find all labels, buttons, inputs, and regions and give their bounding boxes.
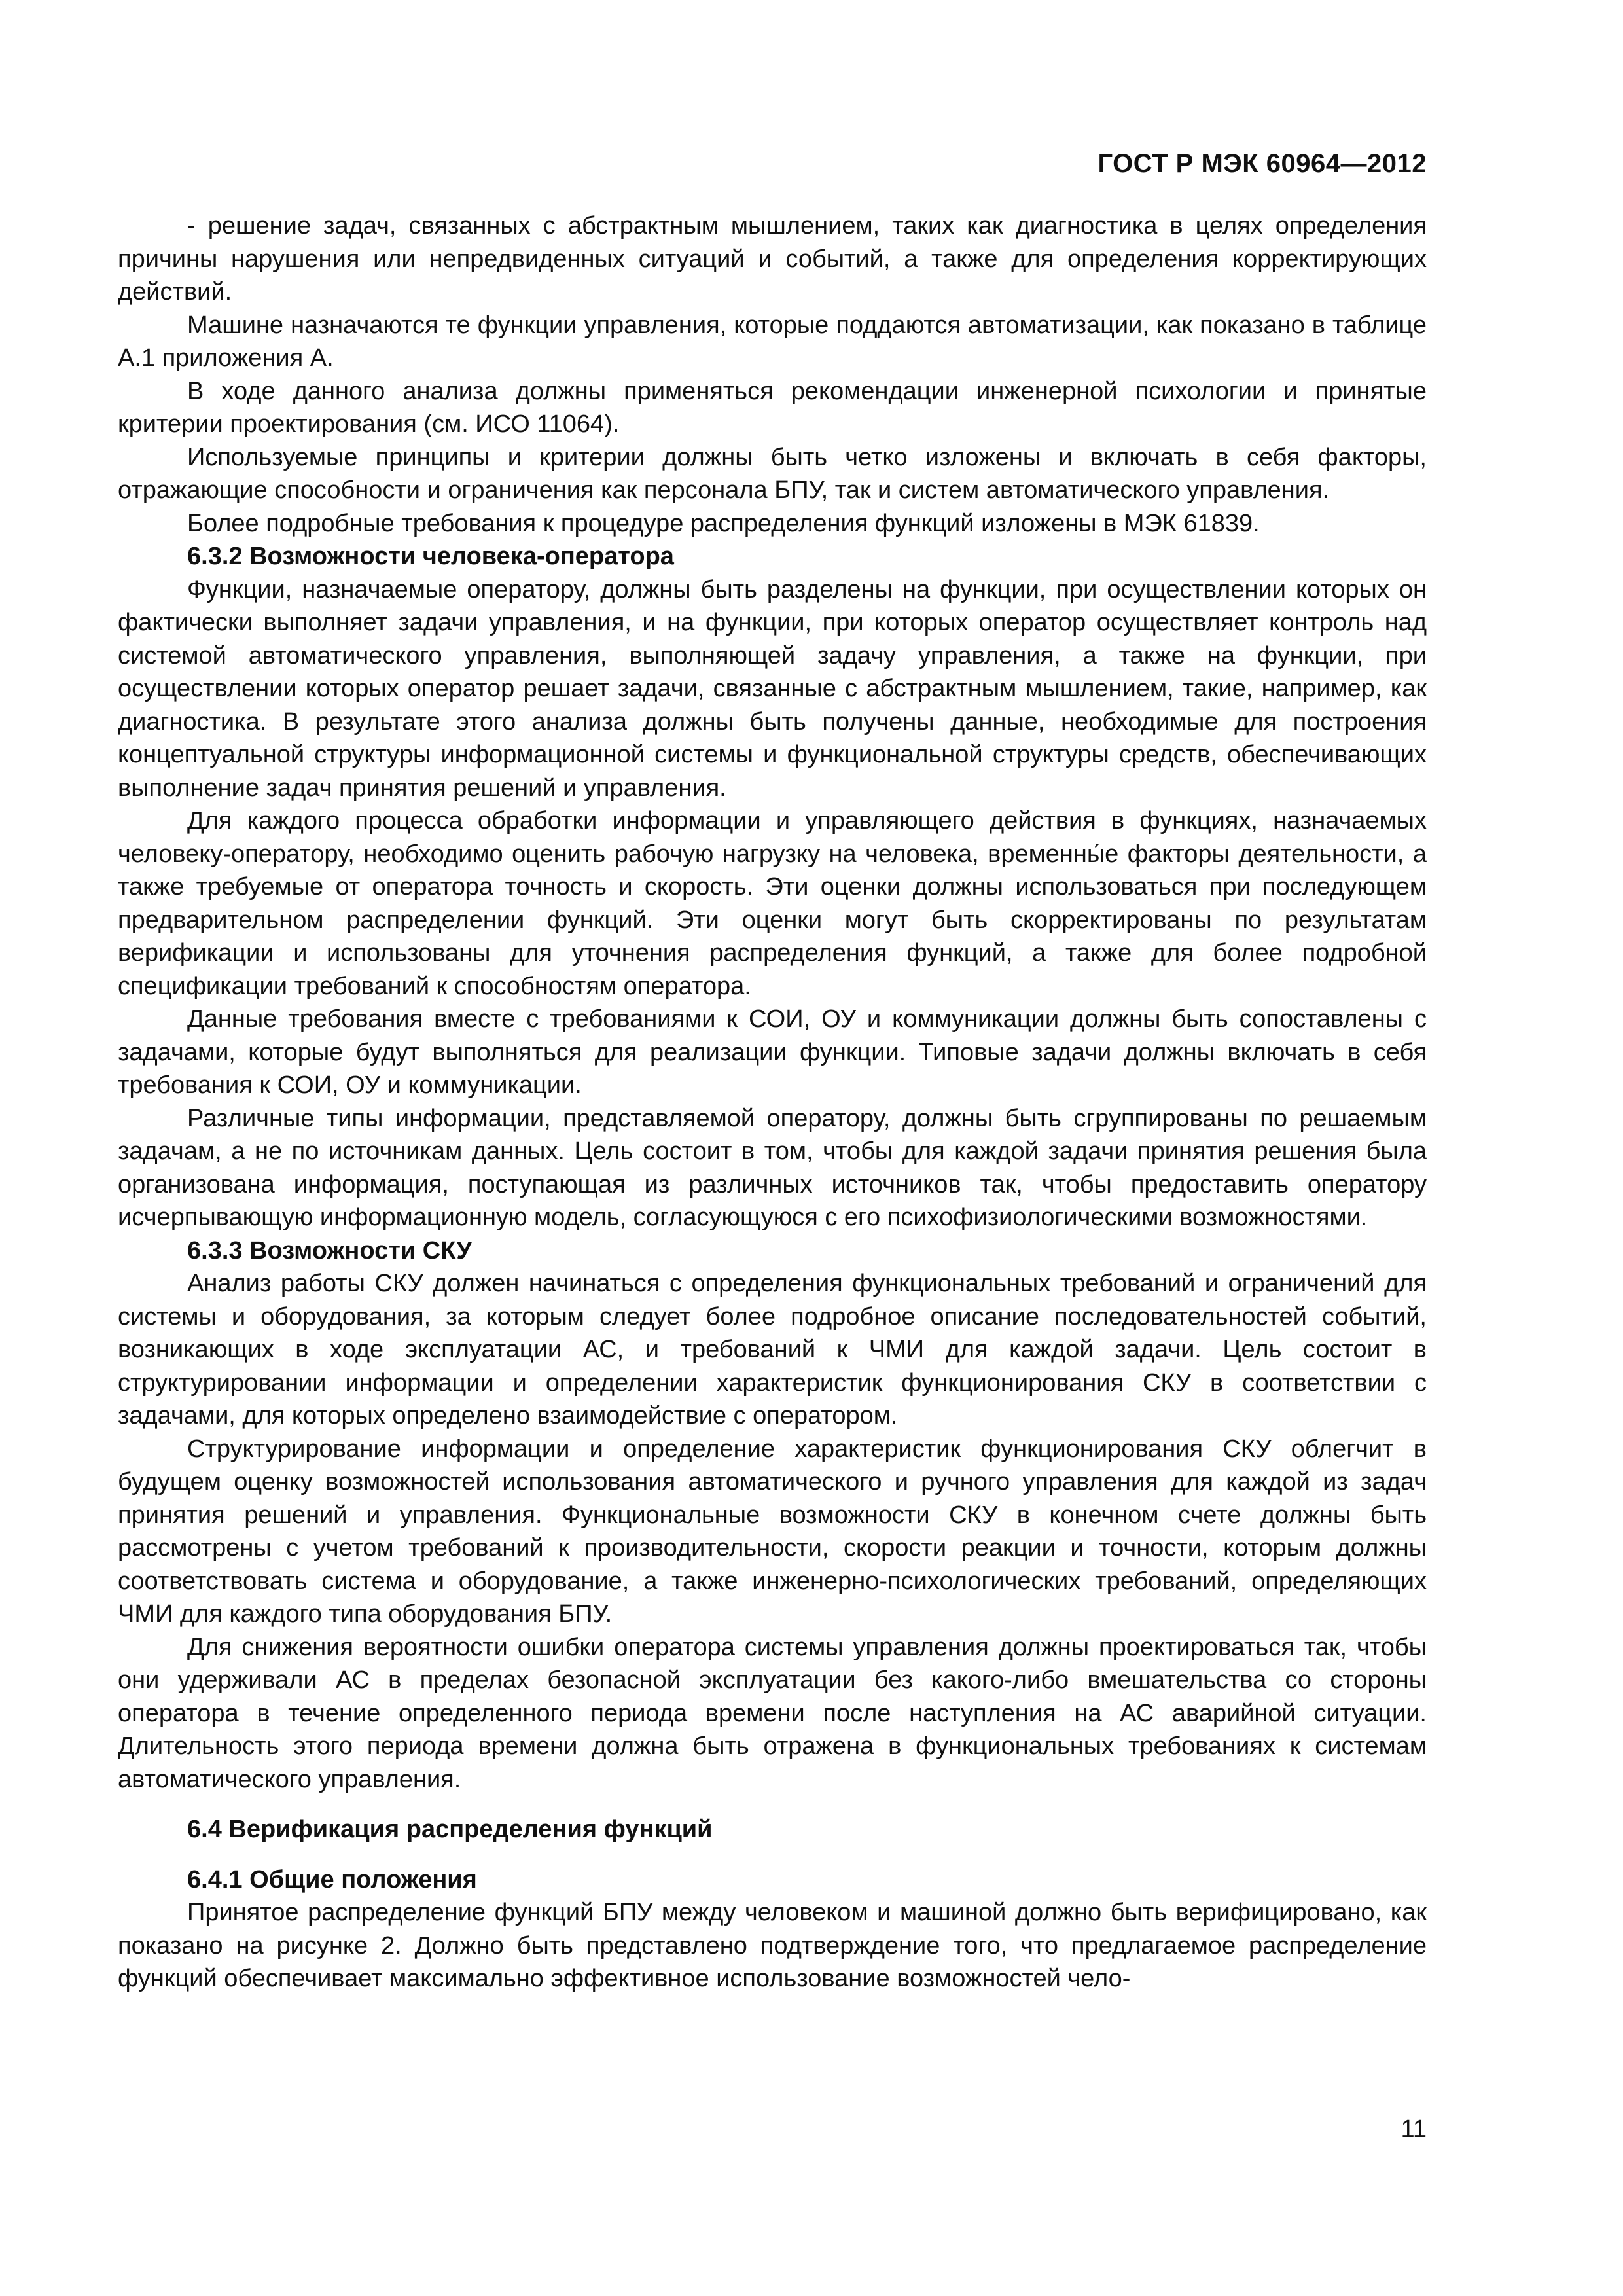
section-heading-6-3-2: 6.3.2 Возможности человека-оператора <box>187 543 674 570</box>
paragraph: Для каждого процесса обработки информации и управляющего действия в функциях, назначаемых человеку-оператору, необходимо оценить рабочую нагрузку на человека, временны́е факторы деятельности, а также требуемые от оператора точность и скорость. Эти оценки должны использоваться при последующем предварительном распределении функций. Эти оценки могут быть скорректированы по результатам верификации и использованы для уточнения распределения функций, а также для более подробной спецификации требований к способностям оператора. <box>118 807 1427 1000</box>
paragraph: Машине назначаются те функции управления, которые поддаются автоматизации, как показано в таблице А.1 приложения А. <box>118 311 1427 372</box>
paragraph: Используемые принципы и критерии должны быть четко изложены и включать в себя факторы, отражающие способности и ограничения как персонала БПУ, так и систем автоматического управления. <box>118 443 1427 504</box>
paragraph: Для снижения вероятности ошибки оператора системы управления должны проектироваться так, чтобы они удерживали АС в пределах безопасной эксплуатации без какого-либо вмешательства со стороны оператора в течение определенного периода времени после наступления на АС аварийной ситуации. Длительность этого периода времени должна быть отражена в функциональных требованиях к системам автоматического управления. <box>118 1633 1427 1793</box>
paragraph: Более подробные требования к процедуре распределения функций изложены в МЭК 61839. <box>187 509 1260 537</box>
paragraph: Функции, назначаемые оператору, должны быть разделены на функции, при осуществлении которых он фактически выполняет задачи управления, и на функции, при которых оператор осуществляет контроль над системой автоматического управления, выполняющей задачу управления, а также на функции, при осуществлении которых оператор решает задачи, связанные с абстрактным мышлением, такие, например, как диагностика. В результате этого анализа должны быть получены данные, необходимые для построения концептуальной структуры информационной системы и функциональной структуры средств, обеспечивающих выполнение задач принятия решений и управления. <box>118 575 1427 802</box>
section-heading-6-4: 6.4 Верификация распределения функций <box>187 1816 713 1843</box>
section-heading-6-4-1: 6.4.1 Общие положения <box>187 1865 477 1893</box>
paragraph: Принятое распределение функций БПУ между человеком и машиной должно быть верифицировано, как показано на рисунке 2. Должно быть представлено подтверждение того, что предлагаемое распределение функций обеспечивает максимально эффективное использование возможностей чело- <box>118 1899 1427 1992</box>
paragraph: Структурирование информации и определение характеристик функционирования СКУ облегчит в будущем оценку возможностей использования автоматического и ручного управления для каждой из задач принятия решений и управления. Функциональные возможности СКУ в конечном счете должны быть рассмотрены с учетом требований к производительности, скорости реакции и точности, которым должны соответствовать система и оборудование, а также инженерно-психологических требований, определяющих ЧМИ для каждого типа оборудования БПУ. <box>118 1435 1427 1628</box>
paragraph: Анализ работы СКУ должен начинаться с определения функциональных требований и ограничений для системы и оборудования, за которым следует более подробное описание последовательностей событий, возникающих в ходе эксплуатации АС, и требований к ЧМИ для каждой задачи. Цель состоит в структурировании информации и определении характеристик функционирования СКУ в соответствии с задачами, для которых определено взаимодействие с оператором. <box>118 1270 1427 1429</box>
document-body <box>118 209 1427 1996</box>
paragraph: В ходе данного анализа должны применяться рекомендации инженерной психологии и принятые критерии проектирования (см. ИСО 11064). <box>118 377 1427 438</box>
paragraph: - решение задач, связанных с абстрактным мышлением, таких как диагностика в целях определения причины нарушения или непредвиденных ситуаций и событий, а также для определения корректирующих действий. <box>118 212 1427 306</box>
section-heading-6-3-3: 6.3.3 Возможности СКУ <box>187 1236 472 1265</box>
paragraph: Различные типы информации, представляемой оператору, должны быть сгруппированы по решаемым задачам, а не по источникам данных. Цель состоит в том, чтобы для каждой задачи принятия решения была организована информация, поступающая из различных источников так, чтобы предоставить оператору исчерпывающую информационную модель, согласующуюся с его психофизиологическими возможностями. <box>118 1104 1427 1231</box>
document-header: ГОСТ Р МЭК 60964—2012 <box>1097 149 1427 178</box>
page-number: 11 <box>1400 2115 1427 2143</box>
paragraph: Данные требования вместе с требованиями к СОИ, ОУ и коммуникации должны быть сопоставлены с задачами, которые будут выполняться для реализации функции. Типовые задачи должны включать в себя требования к СОИ, ОУ и коммуникации. <box>118 1005 1427 1099</box>
